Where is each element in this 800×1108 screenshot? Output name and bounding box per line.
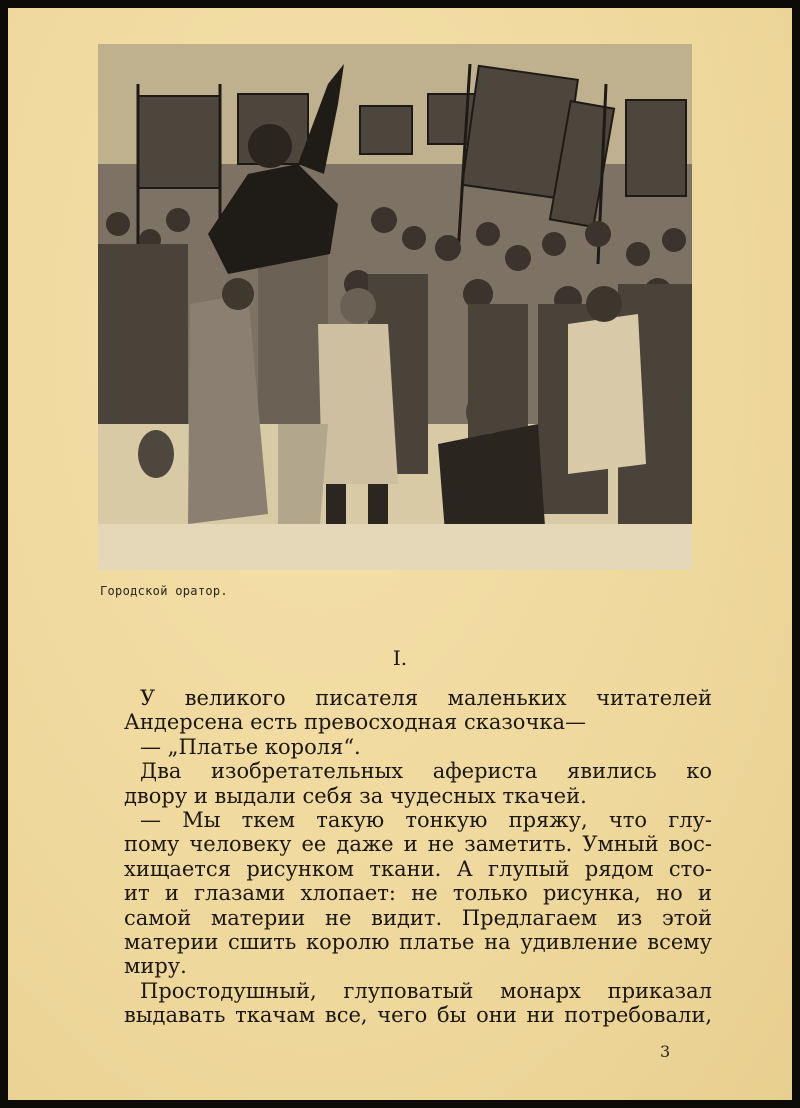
chapter-number: I. <box>392 646 408 670</box>
text-line: самой материи не видит. Предлагаем из этой <box>124 905 712 930</box>
text-line: У великого писателя маленьких читателей <box>140 686 712 710</box>
text-line: пому человеку ее даже и не заметить. Умный вос- <box>124 832 712 857</box>
text-line: миру. <box>124 954 187 979</box>
text-line: — Мы ткем такую тонкую пряжу, что глу- <box>140 808 712 833</box>
book-page <box>8 8 792 1100</box>
body-text <box>124 686 712 1028</box>
text-line: ит и глазами хлопает: не только рисунка, но и <box>124 881 712 906</box>
illustration-city-orator <box>98 44 692 570</box>
text-line: материи сшить королю платье на удивление всему <box>124 930 712 955</box>
text-line: Андерсена есть превосходная сказочка— <box>124 710 586 735</box>
crowd-illustration-icon <box>98 44 692 570</box>
text-line: хищается рисунком ткани. А глупый рядом сто- <box>124 856 712 881</box>
text-line: Два изобретательных афериста явились ко <box>140 759 712 784</box>
text-line: — „Платье короля“. <box>140 734 361 759</box>
page-number: 3 <box>660 1042 671 1061</box>
illustration-caption: Городской оратор. <box>100 584 228 598</box>
text-line: двору и выдали себя за чудесных ткачей. <box>124 783 587 808</box>
text-line: Простодушный, глуповатый монарх приказал <box>140 978 712 1003</box>
text-line: выдавать ткачам все, чего бы они ни потребовали, <box>124 1003 712 1028</box>
